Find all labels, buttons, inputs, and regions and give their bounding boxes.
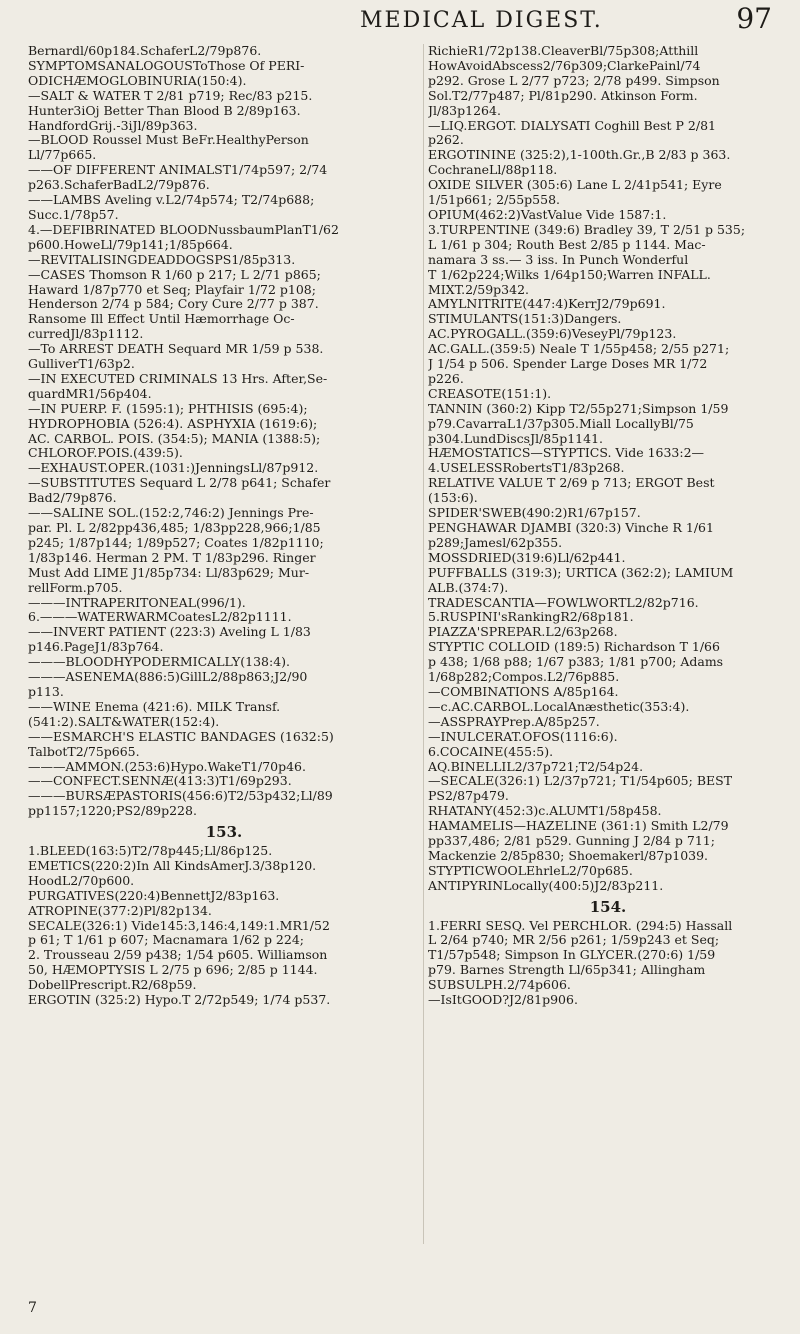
index-entry-line: p600.HoweLl/79p141;1/85p664. — [28, 236, 233, 252]
index-entry-line: SECALE(326:1) Vide145:3,146:4,149:1.MR1/52 — [28, 917, 330, 933]
index-entry-line: pp337,486; 2/81 p529. Gunning J 2/84 p 711; — [428, 833, 715, 849]
index-entry-line: AC.GALL.(359:5) Neale T 1/55p458; 2/55 p271; — [428, 341, 730, 357]
index-entry-line: namara 3 ss.— 3 iss. In Punch Wonderful — [428, 251, 689, 267]
index-entry-line: —ASSPRAYPrep.A/85p257. — [428, 713, 600, 729]
index-entry-line: p304.LundDiscsJl/85p1141. — [428, 430, 603, 446]
index-entry-line: 3.TURPENTINE (349:6) Bradley 39, T 2/51 p 535; — [428, 221, 746, 237]
index-entry-line: 1/51p661; 2/55p558. — [428, 192, 561, 208]
index-entry-line: RichieR1/72p138.CleaverBl/75p308;Atthill — [428, 44, 699, 58]
index-entry-line: Jl/83p1264. — [428, 102, 501, 118]
index-entry-line: Sol.T2/77p487; Pl/81p290. Atkinson Form. — [428, 87, 698, 103]
index-entry-line: curredJl/83p1112. — [28, 326, 144, 342]
index-entry-line: SYMPTOMSANALOGOUSToThose Of PERI- — [28, 57, 305, 73]
index-entry-line: STYPTICWOOLEhrleL2/70p685. — [428, 862, 633, 878]
index-entry-line: TRADESCANTIA—FOWLWORTL2/82p716. — [428, 594, 699, 610]
index-entry-line: —INULCERAT.OFOS(1116:6). — [428, 728, 618, 744]
index-entry-line: RELATIVE VALUE T 2/69 p 713; ERGOT Best — [428, 475, 715, 491]
section-heading: 153. — [205, 823, 243, 842]
running-title: MEDICAL DIGEST. — [360, 8, 603, 33]
index-entry-line: PIAZZA'SPREPAR.L2/63p268. — [428, 624, 618, 640]
index-entry-line: —To ARREST DEATH Sequard MR 1/59 p 538. — [28, 341, 324, 357]
index-entry-line: CochraneLl/88p118. — [428, 162, 558, 178]
index-entry-line: 4.—DEFIBRINATED BLOODNussbaumPlanT1/62 — [28, 221, 339, 237]
index-entry-line: ———INTRAPERITONEAL(996/1). — [28, 594, 246, 610]
index-entry-line: T 1/62p224;Wilks 1/64p150;Warren INFALL. — [428, 266, 711, 282]
index-entry-line: ——SALINE SOL.(152:2,746:2) Jennings Pre- — [28, 505, 314, 521]
index-entry-line: p289;Jamesl/62p355. — [428, 534, 563, 550]
index-entry-line: —EXHAUST.OPER.(1031:)JenningsLl/87p912. — [28, 460, 319, 476]
index-entry-line: J 1/54 p 506. Spender Large Doses MR 1/72 — [428, 356, 708, 372]
index-entry-line: p79.CavarraL1/37p305.Miall LocallyBl/75 — [428, 415, 694, 431]
index-entry-line: TANNIN (360:2) Kipp T2/55p271;Simpson 1/59 — [428, 400, 729, 416]
left-column — [28, 44, 420, 1008]
index-entry-line: ———AMMON.(253:6)Hypo.WakeT1/70p46. — [28, 758, 306, 774]
index-entry-line: pp1157;1220;PS2/89p228. — [28, 803, 197, 819]
index-entry-line: AC. CARBOL. POIS. (354:5); MANIA (1388:5); — [28, 430, 321, 446]
index-entry-line: —SUBSTITUTES Sequard L 2/78 p641; Schafer — [28, 475, 331, 491]
index-entry-line: STIMULANTS(151:3)Dangers. — [428, 311, 622, 327]
index-entry-line: SPIDER'SWEB(490:2)R1/67p157. — [428, 505, 641, 521]
index-entry-line: HowAvoidAbscess2/76p309;ClarkePainl/74 — [428, 57, 701, 73]
index-entry-line: TalbotT2/75p665. — [28, 743, 140, 759]
index-entry-line: HAMAMELIS—HAZELINE (361:1) Smith L2/79 — [428, 818, 729, 834]
index-entry-line: AC.PYROGALL.(359:6)VeseyPl/79p123. — [428, 326, 677, 342]
index-entry-line: 2. Trousseau 2/59 p438; 1/54 p605. Williamson — [28, 947, 328, 963]
index-entry-line: SUBSULPH.2/74p606. — [428, 977, 571, 993]
index-entry-line: ERGOTININE (325:2),1-100th.Gr.,B 2/83 p 363. — [428, 147, 731, 163]
index-entry-line: RHATANY(452:3)c.ALUMT1/58p458. — [428, 803, 662, 819]
index-entry-line: MOSSDRIED(319:6)Ll/62p441. — [428, 549, 626, 565]
index-entry-line: AMYLNITRITE(447:4)KerrJ2/79p691. — [428, 296, 666, 312]
index-entry-line: par. Pl. L 2/82pp436,485; 1/83pp228,966;1/85 — [28, 520, 321, 535]
index-entry-line: PENGHAWAR DJAMBI (320:3) Vinche R 1/61 — [428, 520, 714, 535]
index-entry-line: —IsItGOOD?J2/81p906. — [428, 992, 578, 1008]
index-entry-line: 1/83p146. Herman 2 PM. T 1/83p296. Ringer — [28, 549, 316, 565]
index-entry-line: Must Add LIME J1/85p734: Ll/83p629; Mur- — [28, 564, 310, 580]
index-entry-line: (153:6). — [428, 490, 478, 506]
index-entry-line: —COMBINATIONS A/85p164. — [428, 683, 619, 699]
index-entry-line: PURGATIVES(220:4)BennettJ2/83p163. — [28, 887, 280, 903]
index-entry-line: p263.SchaferBadL2/79p876. — [28, 177, 210, 193]
right-column — [428, 44, 788, 1008]
index-entry-line: 1.FERRI SESQ. Vel PERCHLOR. (294:5) Hassall — [428, 917, 733, 933]
index-entry-line: 6.———WATERWARMCoatesL2/82p1111. — [28, 609, 292, 625]
index-entry-line: rellForm.p705. — [28, 579, 123, 595]
index-entry-line: ——LAMBS Aveling v.L2/74p574; T2/74p688; — [28, 192, 315, 208]
index-entry-line: —IN PUERP. F. (1595:1); PHTHISIS (695:4); — [28, 400, 308, 416]
index-entry-line: Haward 1/87p770 et Seq; Playfair 1/72 p108; — [28, 281, 316, 297]
index-entry-line: (541:2).SALT&WATER(152:4). — [28, 713, 220, 729]
index-entry-line: STYPTIC COLLOID (189:5) Richardson T 1/66 — [428, 639, 720, 655]
index-entry-line: p292. Grose L 2/77 p723; 2/78 p499. Simpson — [428, 72, 720, 88]
index-entry-line: p146.PageJ1/83p764. — [28, 639, 164, 655]
index-entry-line: HÆMOSTATICS—STYPTICS. Vide 1633:2— — [428, 445, 705, 461]
index-entry-line: Mackenzie 2/85p830; Shoemakerl/87p1039. — [428, 847, 709, 863]
index-entry-line: MIXT.2/59p342. — [428, 281, 530, 297]
index-entry-line: Henderson 2/74 p 584; Cory Cure 2/77 p 387. — [28, 296, 319, 312]
index-entry-line: L 2/64 p740; MR 2/56 p261; 1/59p243 et Seq; — [428, 932, 720, 948]
index-entry-line: 6.COCAINE(455:5). — [428, 743, 554, 759]
index-entry-line: ——ESMARCH'S ELASTIC BANDAGES (1632:5) — [28, 728, 334, 744]
index-entry-line: ——INVERT PATIENT (223:3) Aveling L 1/83 — [28, 624, 311, 640]
index-entry-line: PUFFBALLS (319:3); URTICA (362:2); LAMIUM — [428, 564, 734, 580]
index-entry-line: Succ.1/78p57. — [28, 206, 119, 222]
index-entry-line: quardMR1/56p404. — [28, 385, 152, 401]
index-entry-line: —LIQ.ERGOT. DIALYSATI Coghill Best P 2/81 — [428, 117, 717, 133]
index-entry-line: T1/57p548; Simpson In GLYCER.(270:6) 1/59 — [428, 947, 716, 963]
index-entry-line: —CASES Thomson R 1/60 p 217; L 2/71 p865; — [28, 266, 321, 282]
index-entry-line: HandfordGrij.-3iJl/89p363. — [28, 117, 198, 133]
page-header — [0, 0, 800, 40]
index-entry-line: ———BLOODHYPODERMICALLY(138:4). — [28, 654, 291, 670]
index-entry-line: 1.BLEED(163:5)T2/78p445;Ll/86p125. — [28, 843, 273, 859]
index-entry-line: ——CONFECT.SENNÆ(413:3)T1/69p293. — [28, 773, 292, 789]
index-entry-line: PS2/87p479. — [428, 788, 509, 804]
column-divider — [423, 44, 424, 1244]
index-entry-line: ODICHÆMOGLOBINURIA(150:4). — [28, 72, 247, 88]
index-entry-line: 1/68p282;Compos.L2/76p885. — [428, 669, 620, 685]
index-entry-line: Ll/77p665. — [28, 147, 97, 163]
index-entry-line: 50, HÆMOPTYSIS L 2/75 p 696; 2/85 p 1144. — [28, 962, 318, 978]
index-entry-line: CREASOTE(151:1). — [428, 385, 552, 401]
index-entry-line: —REVITALISINGDEADDOGSPS1/85p313. — [28, 251, 296, 267]
index-entry-line: p262. — [428, 132, 464, 148]
index-entry-line: EMETICS(220:2)In All KindsAmerJ.3/38p120. — [28, 857, 317, 873]
index-entry-line: —SALT & WATER T 2/81 p719; Rec/83 p215. — [28, 87, 313, 103]
index-entry-line: CHLOROF.POIS.(439:5). — [28, 445, 183, 461]
index-entry-line: Bernardl/60p184.SchaferL2/79p876. — [28, 44, 262, 58]
index-entry-line: p245; 1/87p144; 1/89p527; Coates 1/82p1110; — [28, 534, 324, 550]
index-entry-line: p79. Barnes Strength Ll/65p341; Allingham — [428, 962, 706, 978]
index-entry-line: p226. — [428, 370, 464, 386]
index-entry-line: ANTIPYRINLocally(400:5)J2/83p211. — [428, 877, 664, 893]
index-entry-line: DobellPrescript.R2/68p59. — [28, 977, 197, 993]
index-entry-line: Ransome Ill Effect Until Hæmorrhage Oc- — [28, 311, 295, 327]
index-entry-line: HoodL2/70p600. — [28, 872, 135, 888]
index-entry-line: GulliverT1/63p2. — [28, 356, 135, 372]
section-heading: 154. — [589, 897, 627, 916]
index-entry-line: L 1/61 p 304; Routh Best 2/85 p 1144. Mac- — [428, 236, 706, 252]
index-entry-line: ATROPINE(377:2)Pl/82p134. — [28, 902, 212, 918]
index-entry-line: AQ.BINELLIL2/37p721;T2/54p24. — [428, 758, 644, 774]
index-entry-line: p 438; 1/68 p88; 1/67 p383; 1/81 p700; Adams — [428, 654, 724, 670]
index-entry-line: 4.USELESSRobertsT1/83p268. — [428, 460, 625, 476]
index-entry-line: ———BURSÆPASTORIS(456:6)T2/53p432;Ll/89 — [28, 788, 333, 804]
page-number: 97 — [736, 2, 772, 35]
index-entry-line: p 61; T 1/61 p 607; Macnamara 1/62 p 224; — [28, 932, 304, 948]
index-entry-line: —c.AC.CARBOL.LocalAnæsthetic(353:4). — [428, 698, 690, 714]
index-entry-line: ——WINE Enema (421:6). MILK Transf. — [28, 698, 281, 714]
index-entry-line: —SECALE(326:1) L2/37p721; T1/54p605; BEST — [428, 773, 733, 789]
index-entry-line: ——OF DIFFERENT ANIMALST1/74p597; 2/74 — [28, 162, 328, 178]
index-entry-line: ———ASENEMA(886:5)GillL2/88p863;J2/90 — [28, 669, 308, 685]
index-entry-line: OPIUM(462:2)VastValue Vide 1587:1. — [428, 206, 667, 222]
index-entry-line: p113. — [28, 683, 64, 699]
index-entry-line: Hunter3iOj Better Than Blood B 2/89p163. — [28, 102, 301, 118]
index-entry-line: —IN EXECUTED CRIMINALS 13 Hrs. After,Se- — [28, 370, 328, 386]
index-entry-line: —BLOOD Roussel Must BeFr.HealthyPerson — [28, 132, 309, 148]
index-entry-line: 5.RUSPINI'sRankingR2/68p181. — [428, 609, 634, 625]
index-entry-line: ERGOTIN (325:2) Hypo.T 2/72p549; 1/74 p537. — [28, 992, 331, 1008]
index-entry-line: OXIDE SILVER (305:6) Lane L 2/41p541; Eyre — [428, 177, 722, 193]
index-entry-line: ALB.(374:7). — [428, 579, 509, 595]
index-entry-line: HYDROPHOBIA (526:4). ASPHYXIA (1619:6); — [28, 415, 318, 431]
signature-mark: 7 — [28, 1300, 37, 1316]
index-entry-line: Bad2/79p876. — [28, 490, 117, 506]
